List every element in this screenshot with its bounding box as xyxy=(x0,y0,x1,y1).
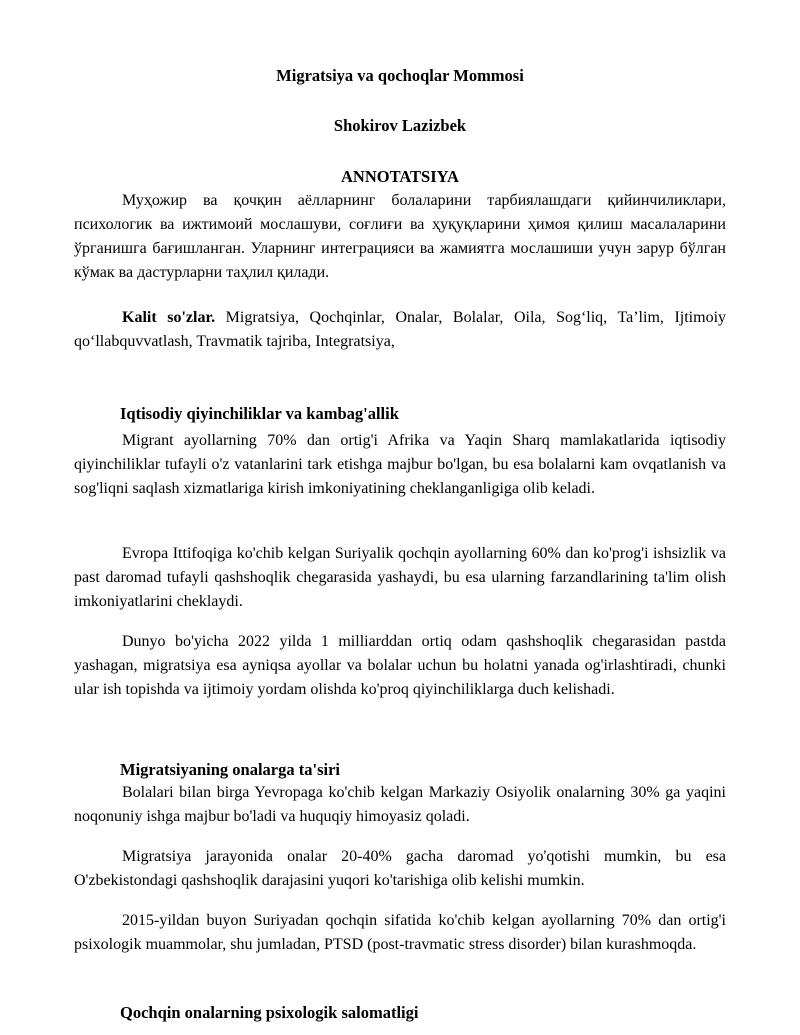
paragraph-economic-2: Evropa Ittifoqiga ko'chib kelgan Suriyalik qochqin ayollarning 60% dan ko'prog'i ishsizlik va past daromad tufayli qashshoqlik chegarasida yashaydi, bu esa ularning farzandlarining ta'lim olish imkoniyatlarini cheklaydi. xyxy=(74,545,726,610)
keywords-label: Kalit so'zlar. xyxy=(122,309,216,326)
paragraph-mothers-3: 2015-yildan buyon Suriyadan qochqin sifatida ko'chib kelgan ayollarning 70% dan ortig'i psixologik muammolar, shu jumladan, PTSD (post-travmatic stress disorder) bilan kurashmoqda. xyxy=(74,912,726,953)
section-heading-mothers: Migratsiyaning onalarga ta'siri xyxy=(120,760,340,779)
keywords-text: Migratsiya, Qochqinlar, Onalar, Bolalar, Oila, Sog‘liq, Ta’lim, Ijtimoiy qo‘llabquvvatlash, Travmatik tajriba, Integratsiya, xyxy=(74,309,727,350)
annotation-paragraph: Муҳожир ва қочқин аёлларнинг болаларини тарбиялашдаги қийинчиликлари, психологик ва ижтимоий мослашуви, соғлиғи ва ҳуқуқларини ҳимоя қилиш масалаларини ўрганишга бағишланган. Уларнинг интеграцияси ва жамиятга мослашиши учун зарур бўлган кўмак ва дастурларни таҳлил қилади. xyxy=(74,192,726,281)
section-heading-economic: Iqtisodiy qiyinchiliklar va kambag'allik xyxy=(120,404,399,423)
annotation-heading: ANNOTATSIYA xyxy=(341,167,459,186)
paragraph-economic-3: Dunyo bo'yicha 2022 yilda 1 milliarddan ortiq odam qashshoqlik chegarasidan pastda yashagan, migratsiya esa ayniqsa ayollar va bolalar uchun bu holatni yanada og'irlashtiradi, chunki ular ish topishda va ijtimoiy yordam olishda ko'proq qiyinchiliklarga duch kelishadi. xyxy=(74,633,726,698)
keywords-paragraph xyxy=(74,306,726,354)
author-name: Shokirov Lazizbek xyxy=(333,116,467,135)
paragraph-mothers-1: Bolalari bilan birga Yevropaga ko'chib kelgan Markaziy Osiyolik onalarning 30% ga yaqini noqonuniy ishga majbur bo'ladi va huquqiy himoyasiz qoladi. xyxy=(74,784,726,825)
paragraph-mothers-2: Migratsiya jarayonida onalar 20-40% gacha daromad yo'qotishi mumkin, bu esa O'zbekistondagi qashshoqlik darajasini yuqori ko'tarishiga olib kelishi mumkin. xyxy=(74,848,726,889)
paper-title: Migratsiya va qochoqlar Mommosi xyxy=(276,66,524,85)
paragraph-economic-1: Migrant ayollarning 70% dan ortig'i Afrika va Yaqin Sharq mamlakatlarida iqtisodiy qiyinchiliklar tufayli o'z vatanlarini tark etishga majbur bo'lgan, bu esa bolalarni kam ovqatlanish va sog'liqni saqlash xizmatlariga kirish imkoniyatining cheklanganligiga olib keladi. xyxy=(74,432,726,497)
section-heading-psychology: Qochqin onalarning psixologik salomatligi xyxy=(120,1003,419,1022)
